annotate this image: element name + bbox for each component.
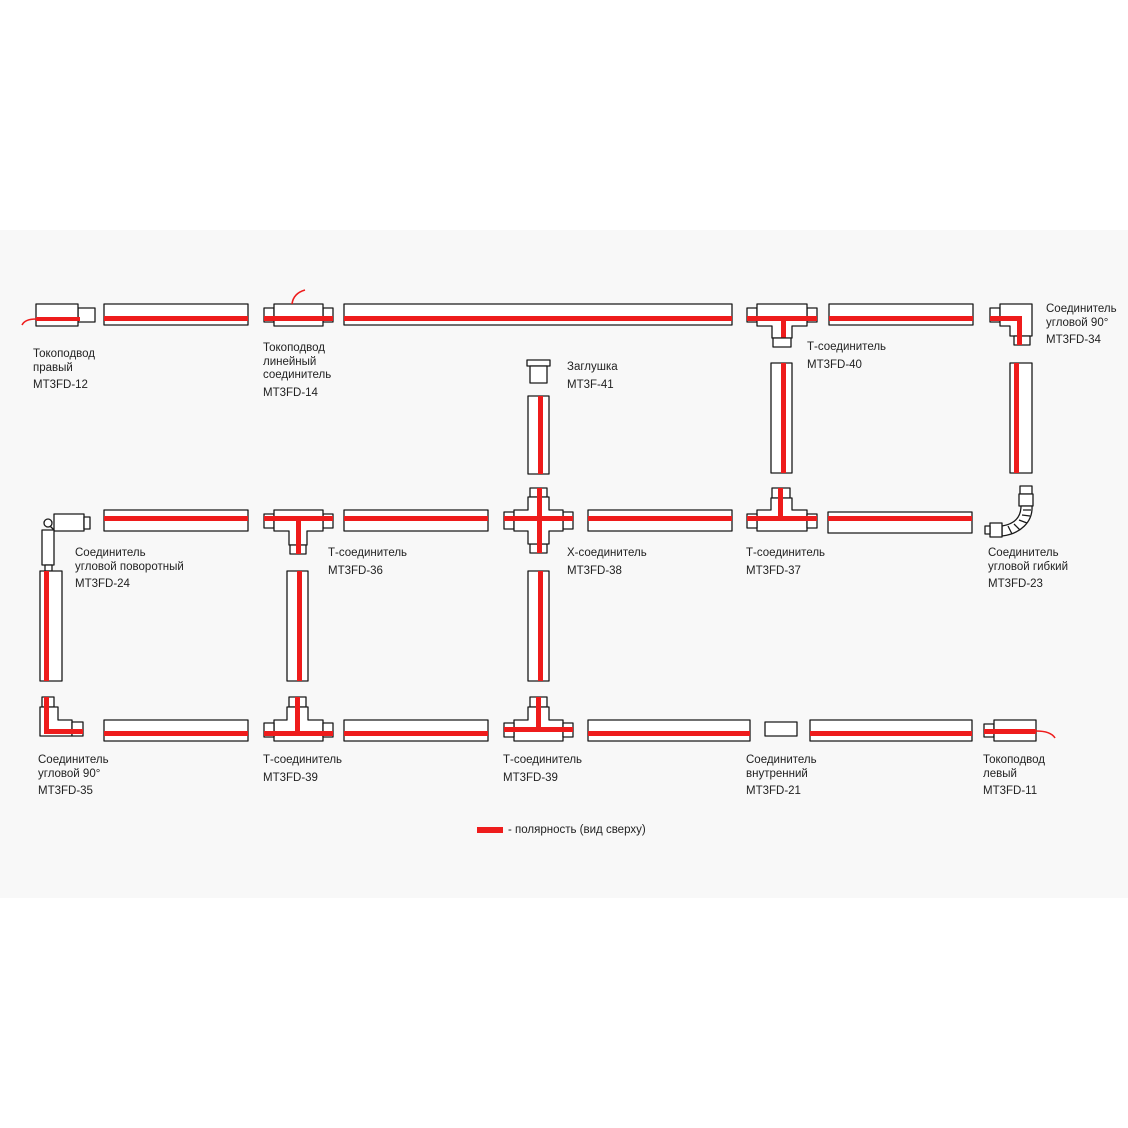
label-name-line: левый: [983, 767, 1017, 780]
label-name-line: Соединитель: [75, 547, 146, 559]
flexible-corner-connector: [985, 486, 1033, 537]
label-name-line: внутренний: [746, 767, 808, 780]
track-segment: [588, 510, 732, 531]
label-t-connector-40: [807, 341, 886, 372]
label-code: MT3FD-36: [328, 564, 383, 577]
label-t-connector-39-b: [503, 754, 582, 785]
track-segment: [810, 720, 972, 741]
label-name-line: линейный: [263, 355, 317, 368]
internal-connector: [765, 722, 797, 736]
label-name-line: Т-соединитель: [746, 547, 826, 559]
label-internal-connector: [746, 754, 817, 799]
label-name-line: Т-соединитель: [263, 754, 343, 766]
t-connector-36: [264, 510, 333, 554]
t-connector-39-a: [264, 697, 333, 741]
track-segment: [104, 510, 248, 531]
track-segment: [528, 396, 549, 474]
label-name-line: угловой 90°: [38, 767, 101, 780]
track-segment: [344, 720, 488, 741]
label-name-line: Токоподвод: [33, 348, 95, 360]
label-t-connector-37: [746, 547, 825, 578]
label-name-line: угловой 90°: [1046, 316, 1109, 329]
label-name-line: Соединитель: [746, 754, 817, 766]
track-segment: [344, 304, 732, 325]
label-name-line: Т-соединитель: [503, 754, 583, 766]
label-code: MT3FD-40: [807, 358, 862, 371]
label-name-line: угловой поворотный: [75, 560, 184, 573]
label-feeder-left: [983, 754, 1045, 799]
corner-connector-34: [990, 304, 1032, 345]
feeder-linear-connector: [264, 290, 333, 326]
track-segment: [828, 512, 972, 533]
label-name-line: соединитель: [263, 369, 332, 381]
label-code: MT3FD-14: [263, 386, 318, 399]
label-name-line: Т-соединитель: [328, 547, 408, 559]
label-t-connector-39-a: [263, 754, 342, 785]
label-name-line: Соединитель: [38, 754, 109, 766]
label-swivel-corner: [75, 547, 184, 592]
t-connector-37: [747, 488, 817, 531]
track-segment: [40, 571, 62, 681]
track-segment: [344, 510, 488, 531]
label-code: MT3FD-23: [988, 578, 1043, 590]
label-name-line: Соединитель: [988, 547, 1059, 559]
label-code: MT3FD-38: [567, 564, 622, 577]
label-name-line: Х-соединитель: [567, 547, 647, 559]
track-segment: [287, 571, 308, 681]
track-segment: [1010, 363, 1032, 473]
feeder-left-connector: [984, 720, 1055, 741]
track-segment: [588, 720, 750, 741]
label-name-line: Заглушка: [567, 361, 618, 373]
track-segment: [104, 720, 248, 741]
label-name-line: Соединитель: [1046, 303, 1117, 315]
label-corner-34: [1046, 303, 1117, 348]
label-end-cap: [567, 361, 618, 392]
label-name-line: Токоподвод: [983, 754, 1045, 766]
label-code: MT3FD-24: [75, 578, 130, 590]
label-name-line: угловой гибкий: [988, 560, 1069, 573]
label-code: MT3F-41: [567, 378, 614, 391]
label-name-line: Т-соединитель: [807, 341, 887, 353]
label-flexible-corner: [988, 547, 1068, 592]
label-code: MT3FD-12: [33, 379, 88, 391]
t-connector-39-b: [504, 697, 573, 741]
x-connector-38: [504, 488, 573, 553]
polarity-swatch: [477, 827, 503, 833]
label-code: MT3FD-34: [1046, 334, 1101, 346]
corner-connector-35: [40, 697, 83, 736]
label-code: MT3FD-37: [746, 564, 801, 577]
label-x-connector: [567, 547, 647, 578]
track-segment: [104, 304, 248, 325]
label-t-connector-36: [328, 547, 407, 578]
label-corner-35: [38, 754, 109, 799]
label-name-line: правый: [33, 361, 73, 374]
legend: [477, 822, 646, 838]
legend-text: - полярность (вид сверху): [508, 824, 646, 836]
label-code: MT3FD-35: [38, 785, 93, 797]
label-feeder-linear: [263, 342, 331, 400]
label-code: MT3FD-39: [503, 771, 558, 784]
label-code: MT3FD-11: [983, 785, 1038, 797]
track-segment: [528, 571, 549, 681]
track-segment: [829, 304, 973, 325]
label-feeder-right: [33, 348, 95, 393]
track-segment: [771, 363, 792, 473]
feeder-right-connector: [22, 304, 95, 326]
label-name-line: Токоподвод: [263, 342, 325, 354]
label-code: MT3FD-21: [746, 785, 801, 797]
end-cap: [527, 360, 550, 383]
label-code: MT3FD-39: [263, 771, 318, 784]
